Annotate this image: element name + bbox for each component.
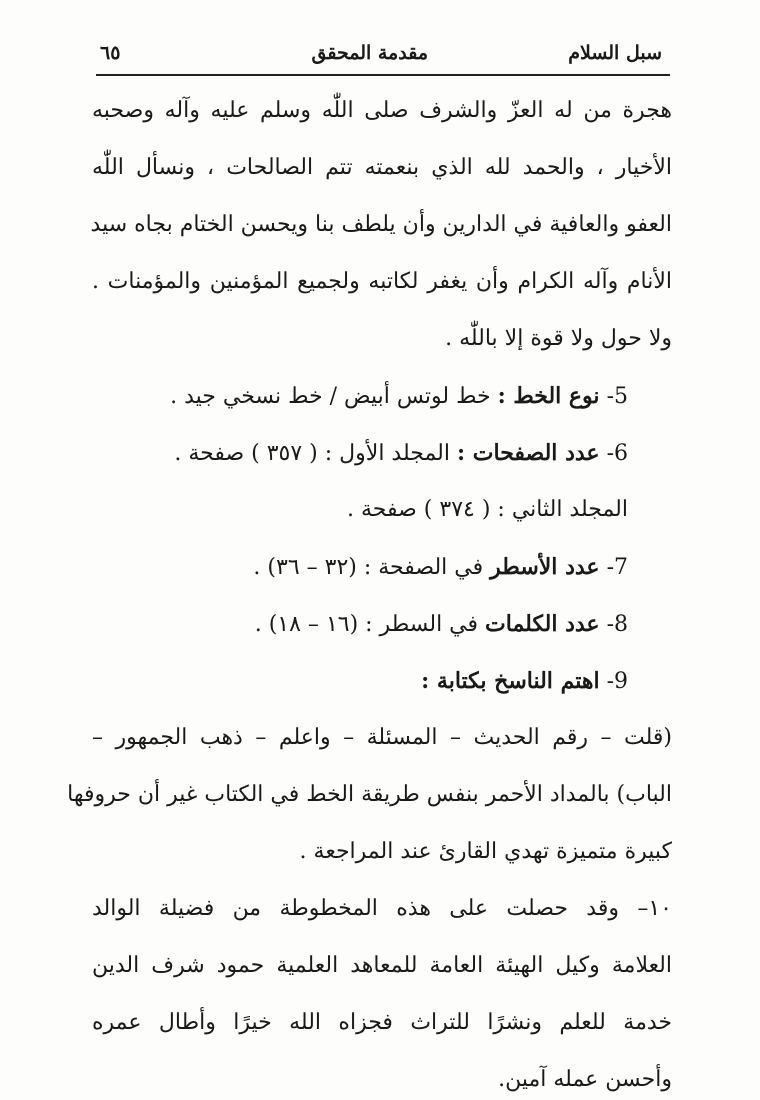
bleed-through-trace xyxy=(184,1008,604,1038)
item-label: اهتم الناسخ بكتابة : xyxy=(421,668,600,694)
list-item xyxy=(92,442,672,469)
item-text: في الصفحة : (٣٢ – ٣٦) . xyxy=(253,555,484,580)
list-item-continuation xyxy=(92,499,672,526)
text-line: العفو والعافية في الدارين وأن يلطف بنا ويحسن الختام بجاه سيد xyxy=(90,212,672,237)
item-text: المجلد الثاني : ( ٣٧٤ ) صفحة . xyxy=(347,497,628,522)
note-line: (قلت – رقم الحديث – المسئلة – واعلم – ذهب الجمهور – xyxy=(92,725,672,750)
item-text: في السطر : (١٦ – ١٨) . xyxy=(254,612,479,637)
list-item xyxy=(92,556,672,583)
closing-line: العلامة وكيل الهيئة العامة للمعاهد العلمية حمود شرف الدين xyxy=(92,953,672,978)
item-label: نوع الخط : xyxy=(497,383,600,409)
text-line: هجرة من له العزّ والشرف صلى اللّٰه وسلم عليه وآله وصحبه xyxy=(92,98,672,123)
item-label: عدد الكلمات xyxy=(485,611,600,637)
closing-line: خدمة للعلم ونشرًا للتراث فجزاه الله خيرًا وأطال عمره xyxy=(92,1010,672,1035)
item-number: 6- xyxy=(606,441,628,466)
item-number: 7- xyxy=(606,555,628,580)
item-label: عدد الصفحات : xyxy=(457,440,600,466)
text-line: الأنام وآله الكرام وأن يغفر لكاتبه ولجميع المؤمنين والمؤمنات . xyxy=(92,269,673,294)
item-number: 5- xyxy=(606,384,628,409)
page-header xyxy=(96,38,668,78)
item-number: 9- xyxy=(606,669,628,694)
closing-line: ١٠– وقد حصلت على هذه المخطوطة من فضيلة الوالد xyxy=(92,896,672,921)
section-title: مقدمة المحقق xyxy=(311,42,428,64)
note-line: كبيرة متميزة تهدي القارئ عند المراجعة . xyxy=(299,839,672,864)
item-number: 8- xyxy=(606,612,628,637)
text-line: ولا حول ولا قوة إلا باللّٰه . xyxy=(445,326,672,351)
text-line: الأخيار ، والحمد لله الذي بنعمته تتم الصالحات ، ونسأل اللّٰه xyxy=(92,155,672,180)
list-item xyxy=(92,385,672,412)
item-text: المجلد الأول : ( ٣٥٧ ) صفحة . xyxy=(174,441,450,466)
list-item xyxy=(92,670,672,697)
list-item xyxy=(92,613,672,640)
book-title: سبل السلام xyxy=(568,42,662,64)
item-text: خط لوتس أبيض / خط نسخي جيد . xyxy=(170,384,491,409)
note-line: الباب) بالمداد الأحمر بنفس طريقة الخط في الكتاب غير أن حروفها xyxy=(67,782,672,807)
item-label: عدد الأسطر xyxy=(490,554,600,580)
header-rule xyxy=(96,74,670,76)
closing-line: وأحسن عمله آمين. xyxy=(498,1067,672,1092)
body-text xyxy=(67,94,673,1096)
page-number: ٦٥ xyxy=(100,42,121,64)
